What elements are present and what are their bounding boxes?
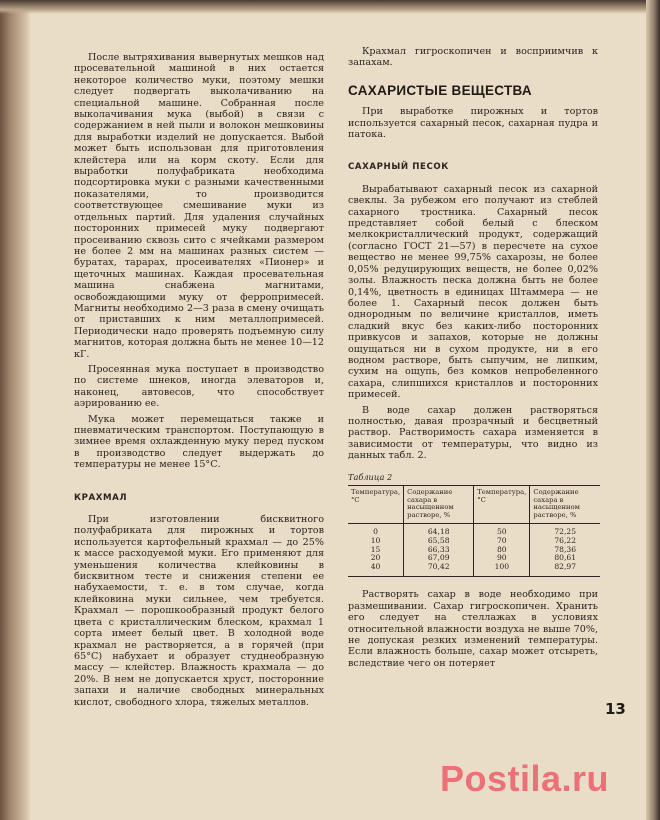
table-cell: 80,61 bbox=[530, 554, 600, 563]
table-cell: 0 bbox=[373, 527, 378, 537]
table-cell: 82,97 bbox=[530, 563, 600, 577]
paragraph-flour-transport: Просеянная мука поступает в производство по системе шнеков, иногда элеваторов и, наконец, автовесов, что способствует аэрированию ее. bbox=[74, 363, 324, 410]
watermark-logo: Postila.ru bbox=[440, 758, 610, 799]
table-cell: 72,25 bbox=[530, 524, 600, 537]
paragraph-sugar-storage: Растворять сахар в воде необходимо при размешивании. Сахар гигроскопичен. Хранить его следует на стеллажах в условиях относительной влажности воздуха не выше 70%, не допуская резких изменений температуры. Если влажность больше, сахар может отсыреть, вследствие чего он потеряет bbox=[348, 589, 598, 669]
table-cell: 70,42 bbox=[404, 563, 474, 577]
table-caption: Таблица 2 bbox=[348, 471, 393, 482]
table-cell: 66,33 bbox=[404, 546, 474, 555]
table-cell: 78,36 bbox=[530, 546, 600, 555]
table-cell: 15 bbox=[370, 544, 381, 554]
table-row bbox=[348, 524, 600, 537]
table-cell: 65,58 bbox=[404, 537, 474, 546]
paragraph-flour-cleaning: После вытряхивания вывернутых мешков над просевательной машиной в них остается некоторое количество муки, поэтому мешки следует подвергать выколачиванию на специальной машине. Собранная после выколачивания мука (выбой) в связи с содержанием в ней пыли и волокон мешковины для выработки изделий не допускается. Выбой может быть использован для приготовления клейстера или на корм скоту. Если для выработки полуфабриката необходима подсортировка муки с разными качественными показателями, то производится соответствующее смешивание муки из отдельных партий. Для удаления случайных посторонних примесей муку подвергают просеиванию сквозь сито с ячейками размером не более 2 мм на машинах разных систем — буратах, тарарах, просеивателях «Пионер» и щеточных машинах. Каждая просевательная машина снабжена магнитами, освобождающими муку от ферропримесей. Магниты необходимо 2—3 раза в смену очищать от приставших к ним металлопримесей. Периодически надо проверять подъемную силу магнитов, которая должна быть не менее 10—12 кГ. bbox=[74, 52, 324, 360]
table-cell: 80 bbox=[474, 546, 530, 555]
page-binding-shadow bbox=[0, 0, 30, 820]
table-cell: 70 bbox=[474, 537, 530, 546]
table-cell: 40 bbox=[348, 563, 404, 577]
table-header-cell: Содержание сахара в насыщенном растворе, % bbox=[404, 486, 474, 524]
page-number: 13 bbox=[605, 700, 626, 718]
table-cell: 67,09 bbox=[404, 554, 474, 563]
table-row bbox=[348, 563, 600, 577]
table-cell: 100 bbox=[474, 563, 530, 577]
table-cell: 10 bbox=[370, 535, 381, 545]
table-cell: 50 bbox=[474, 524, 530, 537]
table-header-cell: Содержание сахара в насыщенном растворе, % bbox=[530, 486, 600, 524]
page-top-edge bbox=[0, 0, 660, 14]
table-cell: 76,22 bbox=[530, 537, 600, 546]
paragraph-starch-hygroscopic: Крахмал гигроскопичен и восприимчив к запахам. bbox=[348, 46, 598, 69]
table-cell: 20 bbox=[370, 553, 381, 563]
table-header-cell: Температура, °С bbox=[348, 486, 404, 524]
section-heading-starch: КРАХМАЛ bbox=[74, 492, 128, 503]
section-heading-granulated-sugar: САХАРНЫЙ ПЕСОК bbox=[348, 162, 449, 173]
table-header-row bbox=[348, 486, 600, 524]
left-column bbox=[74, 52, 324, 712]
table-cell: 90 bbox=[474, 554, 530, 563]
page-right-edge bbox=[646, 0, 660, 820]
paragraph-sugar-solubility: В воде сахар должен растворяться полностью, давая прозрачный и бесцветный раствор. Растворимость сахара изменяется в зависимости от температуры, что видно из данных табл. 2. bbox=[348, 404, 598, 462]
table-cell: 64,18 bbox=[404, 524, 474, 537]
paragraph-sugars-intro: При выработке пирожных и тортов используется сахарный песок, сахарная пудра и патока. bbox=[348, 106, 598, 141]
solubility-table bbox=[348, 485, 600, 577]
right-column bbox=[348, 46, 598, 673]
paragraph-sugar-description: Вырабатывают сахарный песок из сахарной свеклы. За рубежом его получают из стеблей сахарного тростника. Сахарный песок представляет собой белый с блеском мелкокристаллический продукт, содержащий (согласно ГОСТ 21—57) в пересчете на сухое вещество не менее 99,75% сахарозы, не более 0,05% редуцирующих веществ, не более 0,02% золы. Влажность песка должна быть не более 0,14%, цветность в единицах Штаммера — не более 1. Сахарный песок должен быть однородным по величине кристаллов, иметь сладкий вкус без каких-либо посторонних привкусов и запахов, которые не должны ощущаться ни в сухом продукте, ни в его водном растворе, быть сыпучим, не липким, сухим на ощупь, без комков непробеленного сахара, слипшихся кристаллов и посторонних примесей. bbox=[348, 183, 598, 401]
chapter-heading-sugars: САХАРИСТЫЕ ВЕЩЕСТВА bbox=[348, 82, 532, 98]
paragraph-pneumatic-transport: Мука может перемещаться также и пневматическим транспортом. Поступающую в зимнее время охлажденную муку перед пуском в производство следует выдержать до температуры не менее 15°С. bbox=[74, 413, 324, 471]
paragraph-starch: При изготовлении бисквитного полуфабриката для пирожных и тортов используется картофельный крахмал — до 25% к массе расходуемой муки. Его применяют для уменьшения количества клейковины в бисквитном тесте и снижения степени ее набухаемости, т. е. в том случае, когда клейковина муки сильнее, чем требуется. Крахмал — порошкообразный продукт белого цвета с кристаллическим блеском, крахмал 1 сорта имеет белый цвет. В холодной воде крахмал не растворяется, а в горячей (при 65°С) набухает и образует студнеобразную массу — клейстер. Влажность крахмала — до 20%. В нем не допускается хруст, посторонние запахи и наличие свободных минеральных кислот, свободного хлора, тяжелых металлов. bbox=[74, 514, 324, 708]
table-header-cell: Температура, °С bbox=[474, 486, 530, 524]
